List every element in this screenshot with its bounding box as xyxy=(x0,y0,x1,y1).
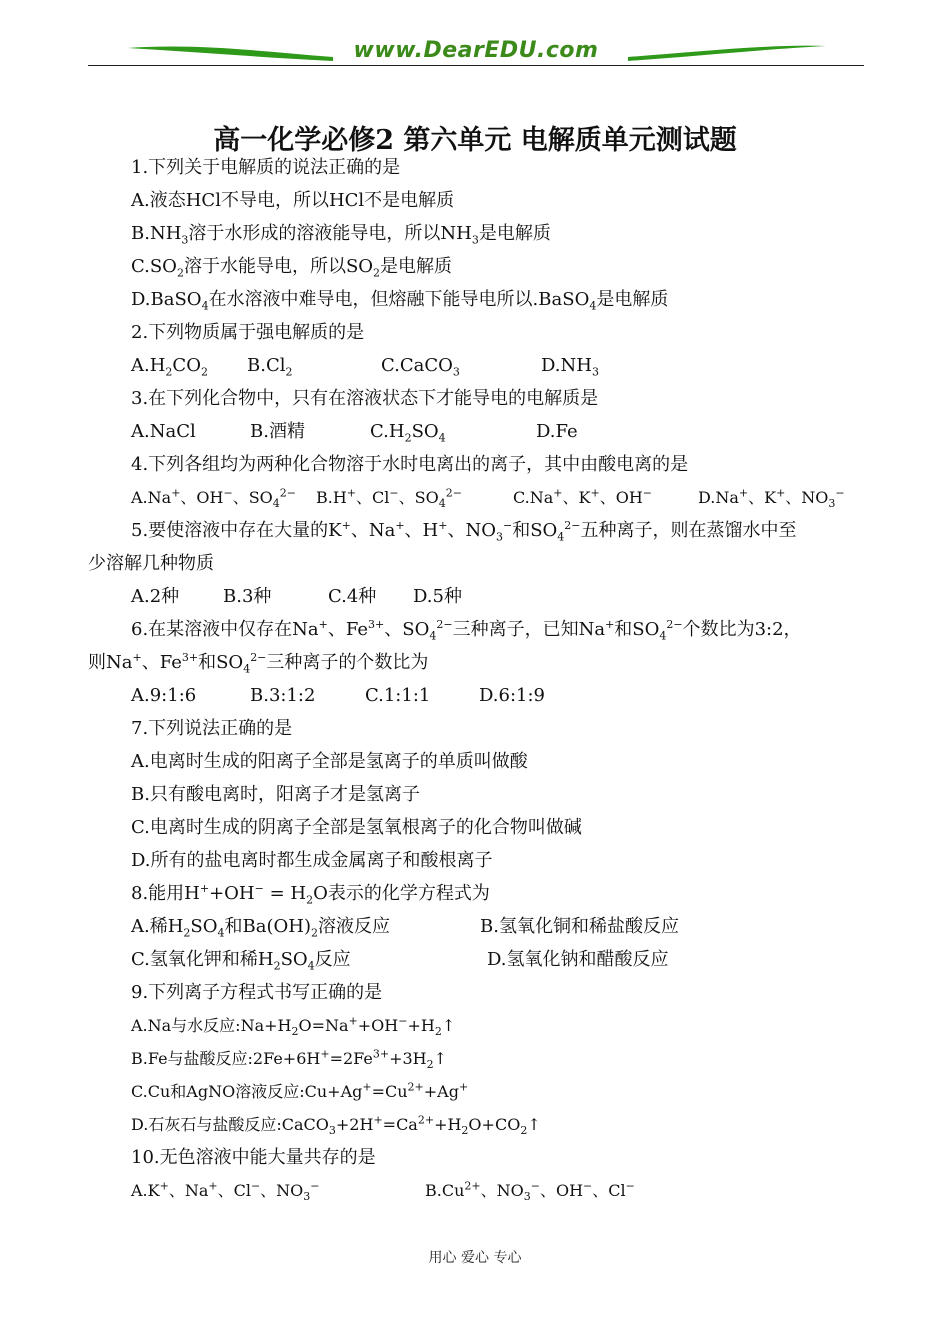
question-6-stem-continued: 则Na+、$Fe^{3+}$和$SO_4^{2-}$三种离子的个数比为 xyxy=(88,651,429,676)
question-7-stem: 7.下列说法正确的是 xyxy=(131,718,293,739)
question-7-option-d: D.所有的盐电离时都生成金属离子和酸根离子 xyxy=(131,850,493,871)
question-8-option-a: A.稀$H_2SO_4$和$Ba(OH)_2$溶液反应 xyxy=(131,916,390,940)
question-5-stem-continued: 少溶解几种物质 xyxy=(88,553,214,574)
question-3-stem: 3.在下列化合物中，只有在溶液状态下才能导电的电解质是 xyxy=(131,388,599,409)
question-10-option-a: A.K+、Na+、Cl−、$NO_3^-$ xyxy=(131,1179,320,1204)
question-5-option-d: D.5种 xyxy=(413,586,462,607)
question-9-option-b: B.Fe与盐酸反应$:2Fe+6H^+=2Fe^{3+}+3H_2↑$ xyxy=(131,1047,448,1072)
question-9-option-c: C.Cu和AgNO溶液反应$:Cu+Ag^+=Cu^{2+}+Ag^+$ xyxy=(131,1080,469,1101)
question-7-option-a: A.电离时生成的阳离子全部是氢离子的单质叫做酸 xyxy=(131,751,528,772)
header-rule xyxy=(88,65,864,66)
question-2-stem: 2.下列物质属于强电解质的是 xyxy=(131,322,365,343)
question-1-option-a: A.液态HCl不导电，所以HCl不是电解质 xyxy=(131,190,455,211)
question-2-option-a: $A.H_2CO_2$ xyxy=(131,355,208,379)
question-10-option-b: $B.Cu^{2+}$、$NO_3^-$、OH−、Cl− xyxy=(425,1179,635,1204)
question-4-stem: 4.下列各组均为两种化合物溶于水时电离出的离子，其中由酸电离的是 xyxy=(131,454,689,475)
question-3-option-a: A.NaCl xyxy=(131,421,196,442)
question-2-option-b: $B.Cl_2$ xyxy=(247,355,293,379)
question-6-option-b: B.3:1:2 xyxy=(250,685,316,706)
question-1-option-b: $B.NH_3$溶于水形成的溶液能导电，所以$NH_3$是电解质 xyxy=(131,223,551,247)
question-5-stem: 5.要使溶液中存在大量的K+、Na+、H+、$NO_3^-$和$SO_4^{2-}$五种离子，则在蒸馏水中至 xyxy=(131,519,797,544)
question-5-option-b: B.3种 xyxy=(223,586,272,607)
question-1-option-c: $C.SO_2$溶于水能导电，所以$SO_2$是电解质 xyxy=(131,256,453,280)
question-9-option-d: D.石灰石与盐酸反应$:CaCO_3+2H^+=Ca^{2+}+H_2O+CO_2↑$ xyxy=(131,1113,541,1138)
question-4-option-b: B.H+、Cl−、$SO_4^{2-}$ xyxy=(316,486,462,511)
question-1-stem: 1.下列关于电解质的说法正确的是 xyxy=(131,157,401,178)
question-3-option-b: B.酒精 xyxy=(250,421,305,442)
question-10-stem: 10.无色溶液中能大量共存的是 xyxy=(131,1147,376,1168)
question-1-option-d: D.BaSO$_4$在水溶液中难导电，但熔融下能导电所以.BaSO$_4$是电解质 xyxy=(131,289,669,313)
brand-logo-text: www.DearEDU.com xyxy=(353,38,599,63)
question-8-option-c: C.氢氧化钾和稀$H_2SO_4$反应 xyxy=(131,949,351,973)
question-9-stem: 9.下列离子方程式书写正确的是 xyxy=(131,982,383,1003)
question-8-stem: 8.能用$H^++OH^- = H_2O$表示的化学方程式为 xyxy=(131,882,490,907)
question-7-option-b: B.只有酸电离时，阳离子才是氢离子 xyxy=(131,784,420,805)
question-6-option-a: A.9:1:6 xyxy=(131,685,197,706)
question-4-option-a: A.Na+、OH−、$SO_4^{2-}$ xyxy=(131,486,297,511)
question-4-option-d: D.Na+、K+、$NO_3^-$ xyxy=(698,486,845,511)
question-2-option-c: C.CaCO$_3$ xyxy=(381,355,460,379)
page-footer: 用心 爱心 专心 xyxy=(428,1250,522,1266)
question-8-option-b: B.氢氧化铜和稀盐酸反应 xyxy=(480,916,679,937)
question-5-option-c: C.4种 xyxy=(328,586,377,607)
question-6-option-d: D.6:1:9 xyxy=(479,685,545,706)
question-3-option-c: $C.H_2SO_4$ xyxy=(370,421,446,445)
question-6-stem: 6.在某溶液中仅存在Na+、$Fe^{3+}$、$SO_4^{2-}$三种离子，已知Na+和$SO_4^{2-}$个数比为3:2， xyxy=(131,618,802,643)
question-3-option-d: D.Fe xyxy=(536,421,578,442)
question-6-option-c: C.1:1:1 xyxy=(365,685,431,706)
question-9-option-a: A.Na与水反应$:Na+H_2O=Na^++OH^-+H_2↑$ xyxy=(131,1014,456,1039)
question-8-option-d: D.氢氧化钠和醋酸反应 xyxy=(487,949,669,970)
page-title: 高一化学必修2 第六单元 电解质单元测试题 xyxy=(213,125,737,156)
question-4-option-c: C.Na+、K+、OH− xyxy=(513,486,652,507)
question-5-option-a: A.2种 xyxy=(131,586,180,607)
question-7-option-c: C.电离时生成的阴离子全部是氢氧根离子的化合物叫做碱 xyxy=(131,817,582,838)
question-2-option-d: $D.NH_3$ xyxy=(541,355,599,379)
